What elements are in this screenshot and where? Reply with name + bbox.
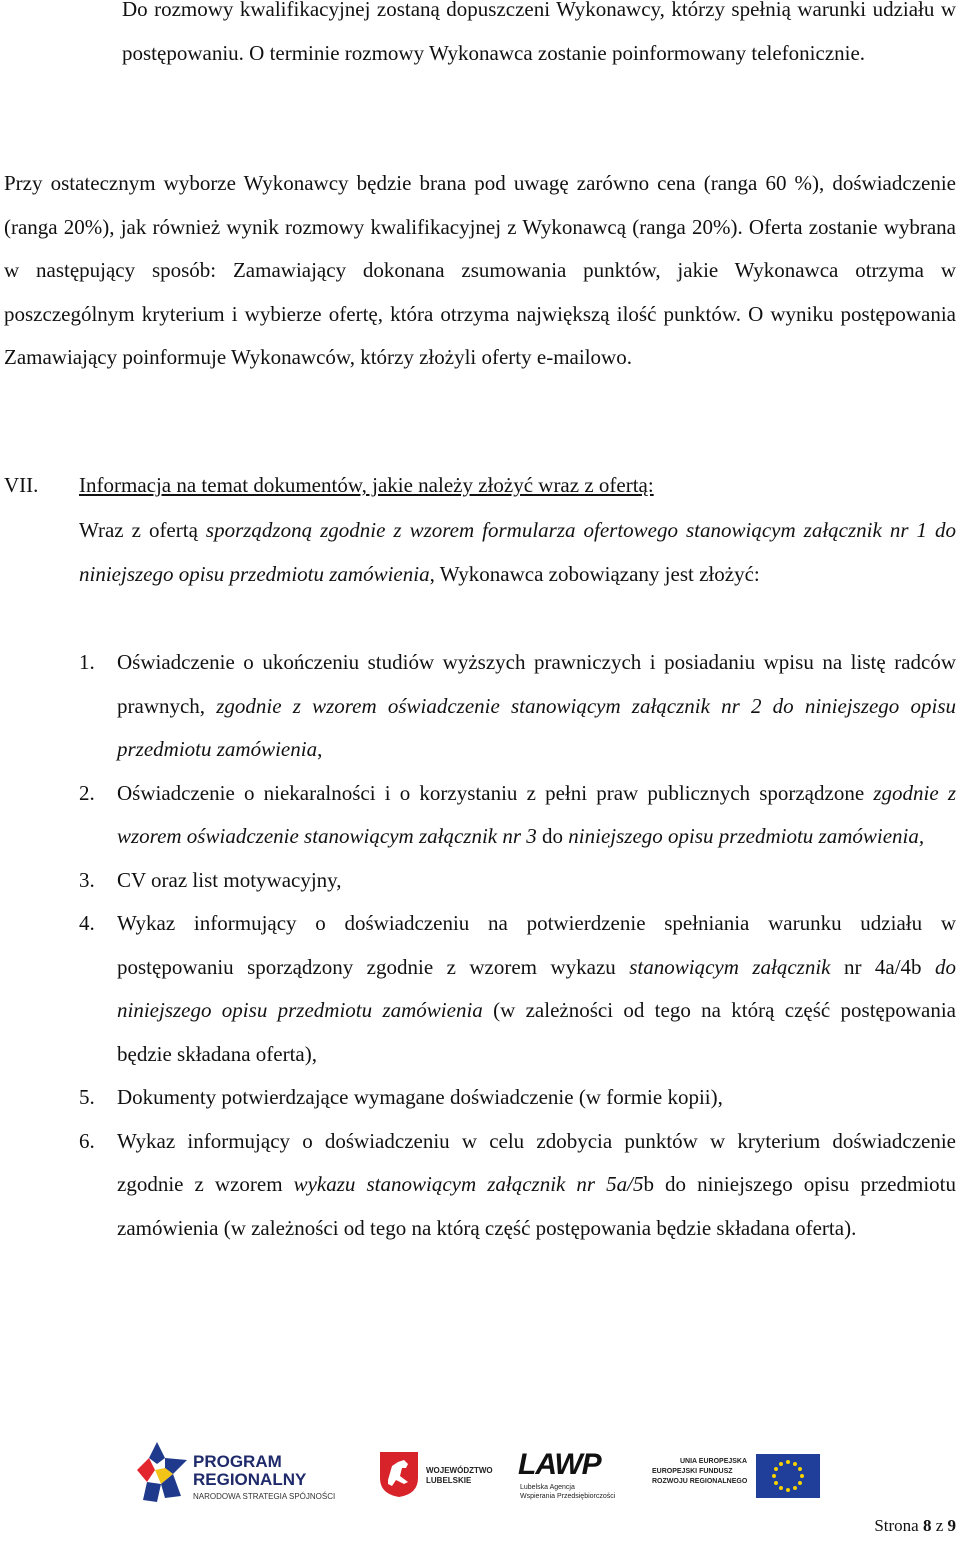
- page-number-current: 8: [922, 1516, 932, 1535]
- list-item-text: Wykaz informujący o doświadczeniu w celu zdobycia punktów w kryterium doświadczenie zgodnie z wzorem: [117, 1128, 956, 1196]
- intro-text: Wraz z ofertą: [79, 518, 206, 542]
- list-item-italic: zgodnie z wzorem oświadczenie stanowiącym załącznik nr 2 do niniejszego opisu przedmiotu zamówienia: [117, 693, 956, 761]
- logo-text: REGIONALNY: [193, 1470, 307, 1489]
- list-item-italic: niniejszego opisu przedmiotu zamówienia,: [568, 824, 925, 848]
- list-item-number: 2.: [79, 780, 95, 805]
- logo-text: ROZWOJU REGIONALNEGO: [652, 1478, 748, 1485]
- list-item: [79, 859, 956, 903]
- logo-text: Wspierania Przedsiębiorczości: [520, 1493, 616, 1500]
- page-number: [874, 1516, 956, 1536]
- logo-text: EUROPEJSKI FUNDUSZ: [652, 1468, 733, 1475]
- list-item-text: Oświadczenie o niekaralności i o korzystaniu z pełni praw publicznych sporządzone: [117, 780, 874, 805]
- list-item-number: 6.: [79, 1128, 95, 1153]
- section-title: Informacja na temat dokumentów, jakie należy złożyć wraz z ofertą:: [79, 473, 654, 497]
- list-item-italic: wykazu stanowiącym załącznik nr 5a/5: [293, 1172, 644, 1196]
- intro-italic-text: sporządzoną zgodnie z wzorem formularza ofertowego stanowiącym załącznik nr 1 do niniejszego opisu przedmiotu zamówienia: [79, 518, 956, 586]
- section-number: VII.: [4, 473, 39, 497]
- eu-erdf-logo: [652, 1454, 822, 1502]
- list-item: [79, 641, 956, 772]
- list-item-italic: zgodnie z wzorem oświadczenie stanowiącym załącznik nr 3: [117, 780, 957, 848]
- list-item-text: Wykaz informujący o doświadczeniu na potwierdzenie spełniania warunku udziału w postępowaniu sporządzony zgodnie z wzorem wykazu: [117, 911, 956, 979]
- list-item-text: CV oraz list motywacyjny,: [117, 867, 342, 892]
- page-number-prefix: Strona: [874, 1516, 919, 1535]
- logo-text: UNIA EUROPEJSKA: [680, 1458, 748, 1465]
- list-item-text: ,: [317, 737, 323, 761]
- list-item-italic: stanowiącym załącznik: [629, 954, 831, 979]
- logo-text: Lubelska Agencja: [520, 1484, 575, 1491]
- required-documents-list: [79, 641, 956, 1250]
- logo-text: WOJEWÓDZTWO: [426, 1466, 493, 1475]
- list-item-text: b do niniejszego opisu przedmiotu zamówienia (w zależności od tego na którą część postępowania będzie składana oferta).: [117, 1172, 956, 1240]
- logo-text: LUBELSKIE: [426, 1476, 472, 1485]
- list-item: [79, 1076, 956, 1120]
- list-item-text: nr 4a/4b: [830, 954, 936, 979]
- list-item: [79, 772, 956, 859]
- list-item-number: 3.: [79, 867, 95, 892]
- list-item-number: 4.: [79, 911, 95, 935]
- logo-text: LAWP: [518, 1448, 601, 1481]
- list-item: [79, 902, 956, 1076]
- coat-of-arms-icon: [378, 1450, 420, 1498]
- logo-text: NARODOWA STRATEGIA SPÓJNOŚCI: [193, 1492, 336, 1501]
- logo-text: PROGRAM: [193, 1452, 282, 1471]
- list-item-text: (w zależności od tego na którą część postępowania będzie składana oferta),: [117, 998, 956, 1066]
- eu-flag-icon: [756, 1454, 820, 1498]
- wojewodztwo-lubelskie-logo: [378, 1450, 493, 1500]
- page-number-separator: z: [935, 1516, 944, 1535]
- lawp-logo: [518, 1448, 628, 1503]
- list-item-italic: do niniejszego opisu przedmiotu zamówienia: [117, 954, 957, 1022]
- nss-star-icon: [135, 1440, 193, 1506]
- intro-text-end: , Wykonawca zobowiązany jest złożyć:: [429, 561, 760, 586]
- list-item-number: 1.: [79, 650, 95, 674]
- list-item-number: 5.: [79, 1085, 95, 1109]
- paragraph-selection-criteria: Przy ostatecznym wyborze Wykonawcy będzie brana pod uwagę zarówno cena (ranga 60 %), doświadczenie (ranga 20%), jak również wynik rozmowy kwalifikacyjnej z Wykonawcą (ranga 20%). Oferta zostanie wybrana w następujący sposób: Zamawiający dokonana zsumowania punktów, jakie Wykonawca otrzyma w poszczególnym kryterium i wybierze ofertę, która otrzyma największą ilość punktów. O wyniku postępowania Zamawiający poinformuje Wykonawców, którzy złożyli oferty e-mailowo.: [4, 171, 956, 369]
- list-item-text: do: [536, 824, 569, 848]
- list-item-text: Oświadczenie o ukończeniu studiów wyższych prawniczych i posiadaniu wpisu na listę radców prawnych,: [117, 650, 956, 718]
- program-regionalny-logo: [135, 1440, 350, 1510]
- paragraph-qualification-interview: Do rozmowy kwalifikacyjnej zostaną dopuszczeni Wykonawcy, którzy spełnią warunki udziału w postępowaniu. O terminie rozmowy Wykonawca zostanie poinformowany telefonicznie.: [122, 0, 956, 65]
- footer-logos: [0, 1430, 960, 1510]
- list-item-text: Dokumenty potwierdzające wymagane doświadczenie (w formie kopii),: [117, 1085, 723, 1109]
- section-intro: [79, 509, 956, 596]
- list-item: [79, 1120, 956, 1251]
- page-number-total: 9: [947, 1516, 956, 1535]
